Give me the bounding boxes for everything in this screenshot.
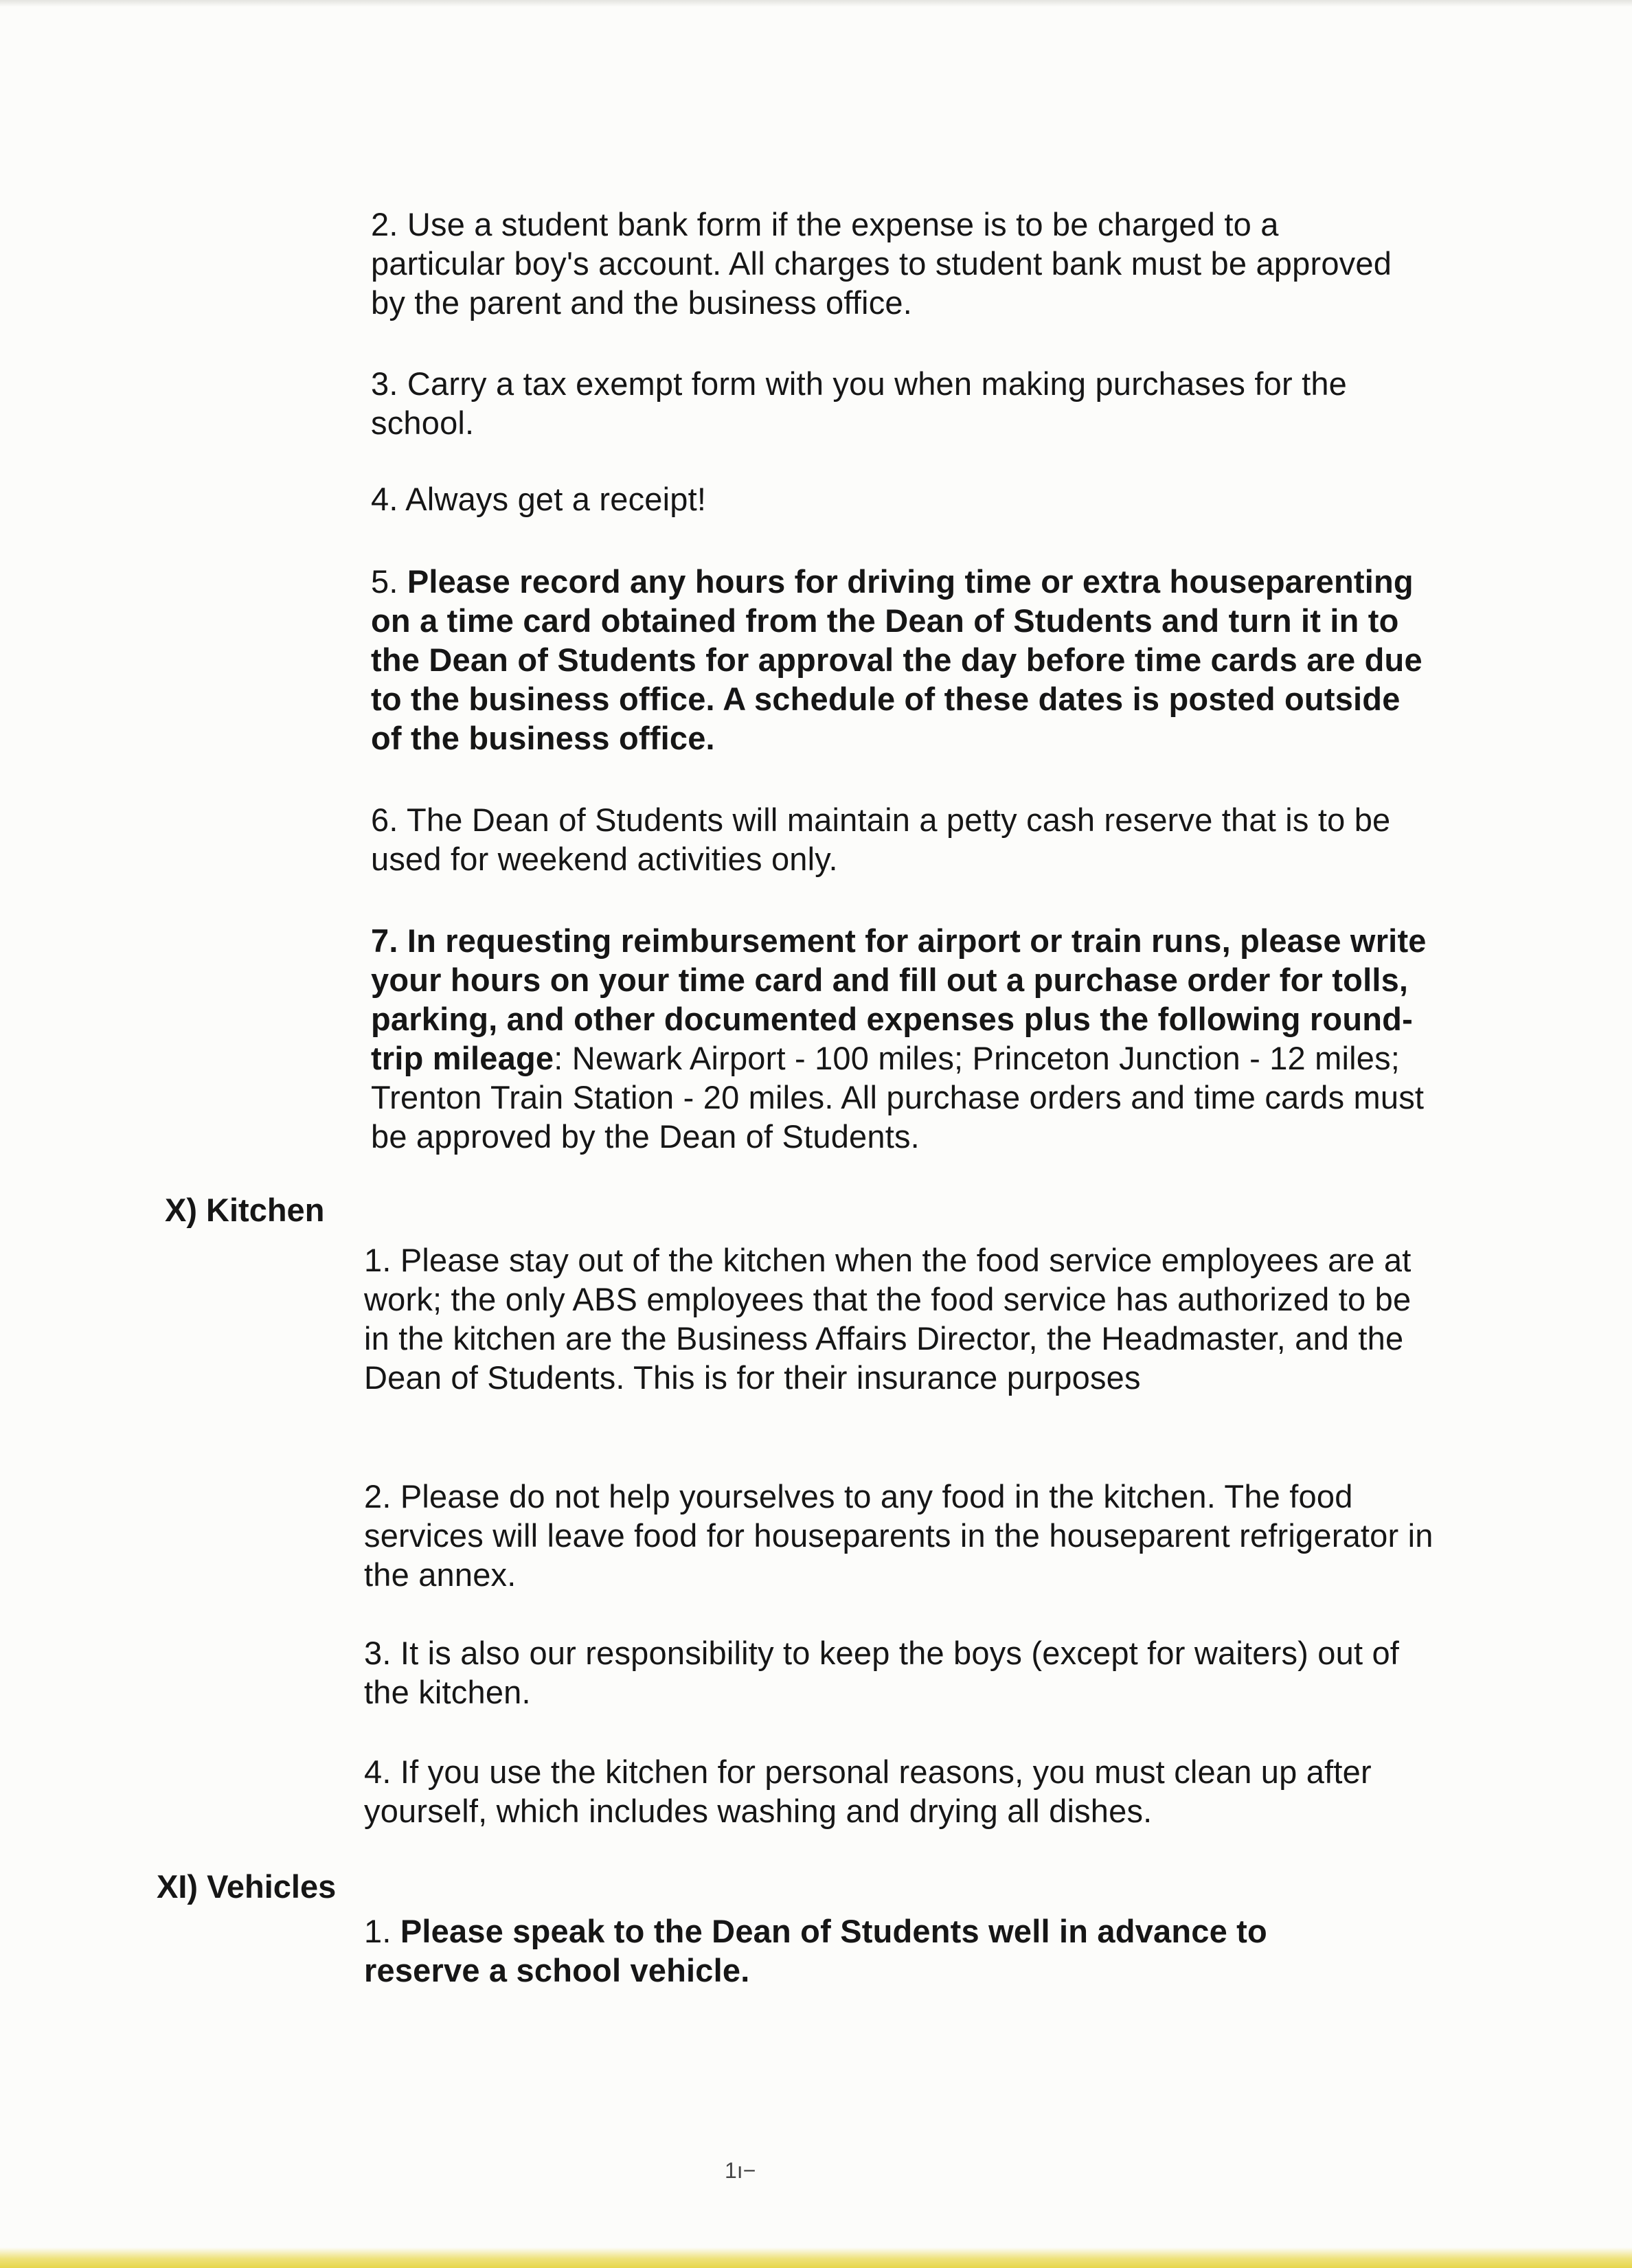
section-heading-vehicles: XI) Vehicles	[157, 1868, 337, 1905]
item-7-reimbursement	[371, 921, 1429, 1156]
kitchen-item-3-responsibility: 3. It is also our responsibility to keep the boys (except for waiters) out of the kitchen.	[364, 1635, 1400, 1710]
kitchen-item-1-stay-out: 1. Please stay out of the kitchen when the food service employees are at work; the only ABS employees that the food service has authorized to be in the kitchen are the Business Affairs Director, the Headmaster, and the Dean of Students. This is for their insurance purposes	[364, 1242, 1412, 1396]
item-7-mileage-text: : Newark Airport - 100 miles; Princeton Junction - 12 miles; Trenton Train Station - 20 miles. All purchase orders and time cards must be approved by the Dean of Students.	[371, 1040, 1425, 1155]
item-5-bold-text: Please record any hours for driving time or extra houseparenting on a time card obtained from the Dean of Students and turn it in to the Dean of Students for approval the day before time cards are due to the business office. A schedule of these dates is posted outside of the business office.	[371, 563, 1423, 756]
scan-top-edge	[0, 0, 1632, 7]
vehicles-item-1-reserve	[364, 1912, 1374, 1990]
item-3-tax-exempt: 3. Carry a tax exempt form with you when making purchases for the school.	[371, 365, 1348, 441]
item-2-student-bank: 2. Use a student bank form if the expense is to be charged to a particular boy's account. All charges to student bank must be approved by the parent and the business office.	[371, 206, 1392, 321]
page-number: 1ı−	[725, 2158, 756, 2183]
item-5-number: 5.	[371, 563, 407, 600]
item-6-petty-cash: 6. The Dean of Students will maintain a petty cash reserve that is to be used for weekend activities only.	[371, 802, 1391, 877]
kitchen-item-4-clean-up: 4. If you use the kitchen for personal reasons, you must clean up after yourself, which includes washing and drying all dishes.	[364, 1754, 1372, 1829]
item-7-bold-text: 7. In requesting reimbursement for airport or train runs, please write your hours on your time card and fill out a purchase order for tolls, parking, and other documented expenses plus the following round-trip mileage	[371, 922, 1427, 1076]
vehicles-item-1-bold-text: Please speak to the Dean of Students well in advance to reserve a school vehicle.	[364, 1913, 1267, 1988]
vehicles-item-1-number: 1.	[364, 1913, 400, 1949]
section-heading-kitchen: X) Kitchen	[165, 1192, 325, 1228]
item-5-time-card	[371, 562, 1439, 758]
scan-bottom-edge	[0, 2247, 1632, 2268]
kitchen-item-2-food: 2. Please do not help yourselves to any food in the kitchen. The food services will leave food for houseparents in the houseparent refrigerator in the annex.	[364, 1478, 1433, 1593]
item-4-receipt: 4. Always get a receipt!	[371, 481, 707, 517]
